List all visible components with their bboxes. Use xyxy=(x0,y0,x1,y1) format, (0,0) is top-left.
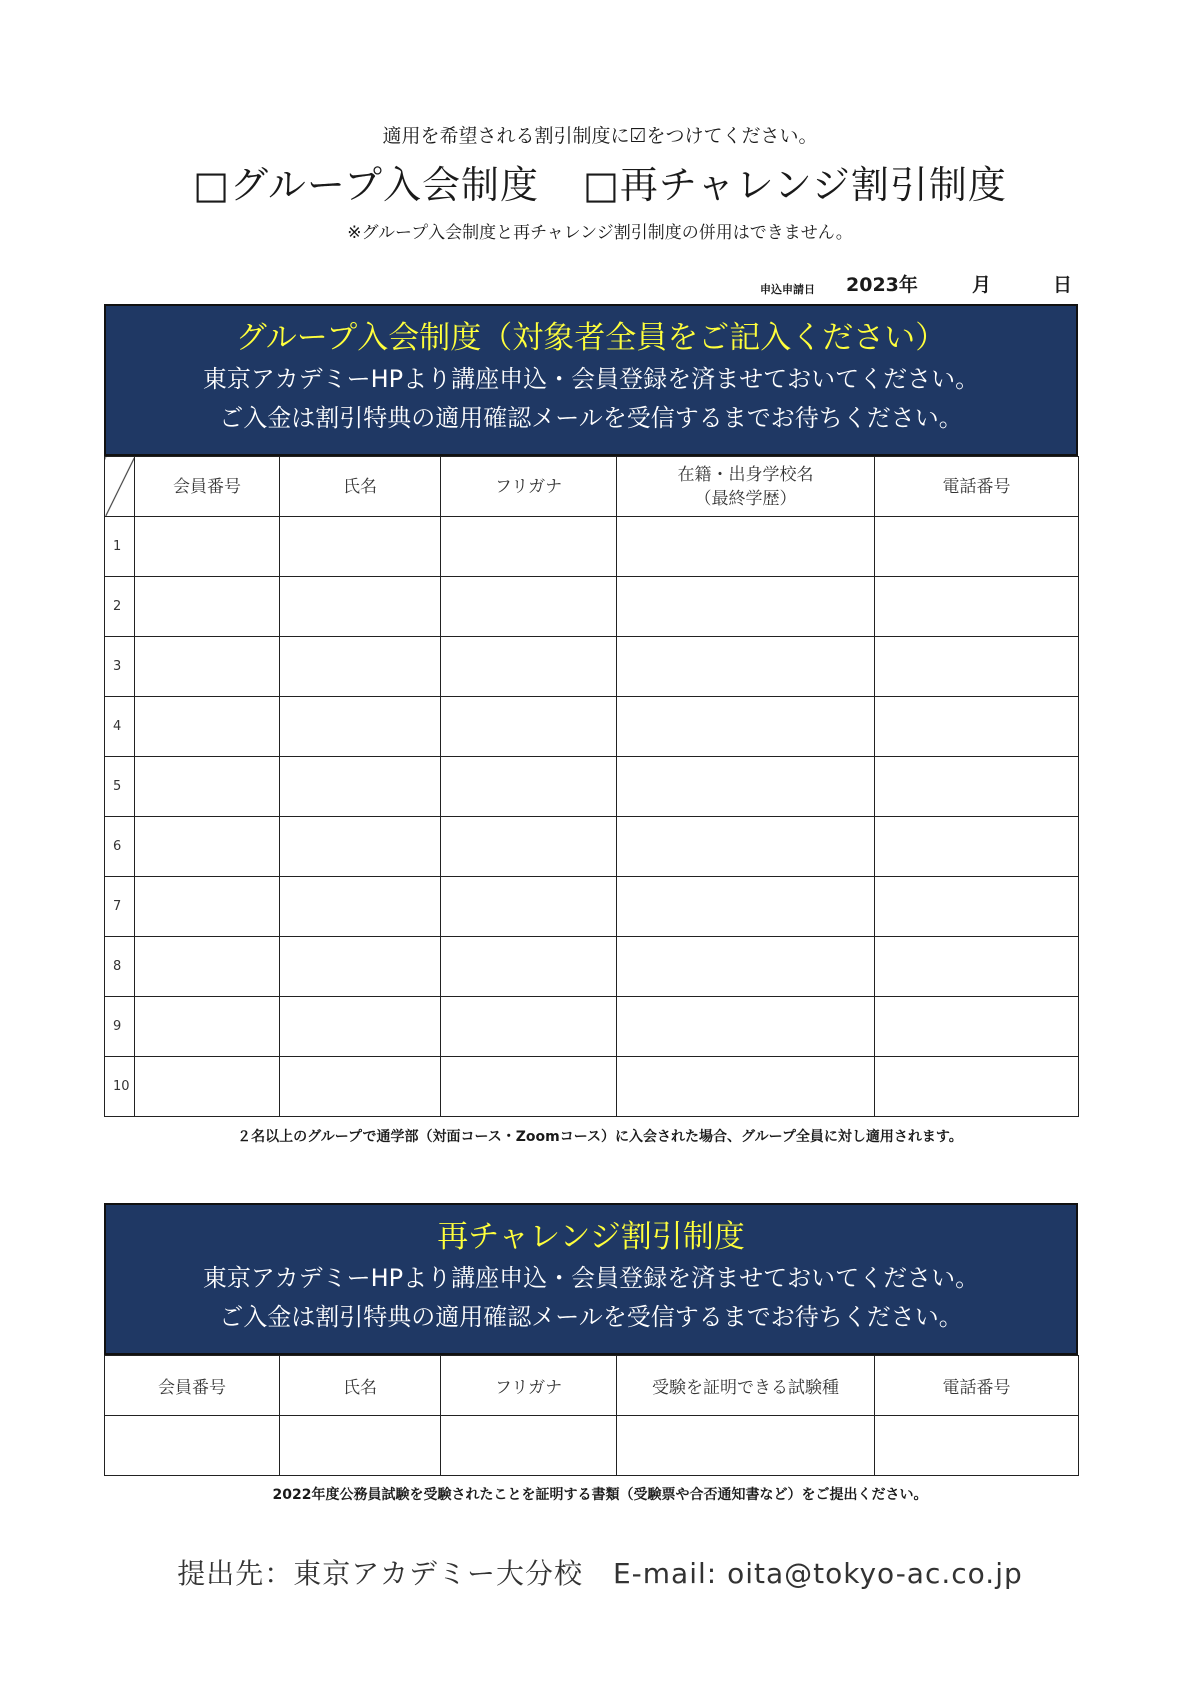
table-row xyxy=(105,577,1079,637)
furigana-field[interactable] xyxy=(441,817,617,877)
furigana-field[interactable] xyxy=(441,637,617,697)
school-field[interactable] xyxy=(617,877,875,937)
date-day: 日 xyxy=(1053,274,1073,296)
column-header-name: 氏名 xyxy=(280,457,441,517)
application-date xyxy=(760,273,1080,297)
school-field[interactable] xyxy=(617,697,875,757)
table-row xyxy=(105,937,1079,997)
row-number: 8 xyxy=(105,937,135,997)
furigana-field[interactable] xyxy=(441,517,617,577)
member-number-field[interactable] xyxy=(135,757,280,817)
school-header-label: 在籍・出身学校名 xyxy=(677,464,814,485)
column-header-phone: 電話番号 xyxy=(875,457,1079,517)
school-field[interactable] xyxy=(617,757,875,817)
row-number: 2 xyxy=(105,577,135,637)
discount-options xyxy=(0,154,1200,209)
name-field[interactable] xyxy=(280,757,441,817)
furigana-field[interactable] xyxy=(441,877,617,937)
furigana-field[interactable] xyxy=(441,937,617,997)
group-footnote: ２名以上のグループで通学部（対面コース・Zoomコース）に入会された場合、グループ全員に対し適用されます。 xyxy=(237,1129,963,1145)
phone-field[interactable] xyxy=(875,997,1079,1057)
school-field[interactable] xyxy=(617,997,875,1057)
column-header-member-number: 会員番号 xyxy=(135,457,280,517)
member-number-field[interactable] xyxy=(105,1416,280,1476)
challenge-footnote: 2022年度公務員試験を受験されたことを証明する書類（受験票や合否通知書など）をご提出ください。 xyxy=(272,1487,928,1503)
phone-field[interactable] xyxy=(875,697,1079,757)
member-number-field[interactable] xyxy=(135,1057,280,1117)
group-title: グループ入会制度（対象者全員をご記入ください） xyxy=(235,320,947,356)
group-option-checkbox[interactable]: □グループ入会制度 xyxy=(193,163,539,207)
school-field[interactable] xyxy=(617,1057,875,1117)
submission-email[interactable]: E-mail: oita@tokyo-ac.co.jp xyxy=(612,1557,1023,1590)
furigana-field[interactable] xyxy=(441,697,617,757)
name-field[interactable] xyxy=(280,937,441,997)
member-number-field[interactable] xyxy=(135,817,280,877)
group-instruction-1: 東京アカデミーHPより講座申込・会員登録を済ませておいてください。 xyxy=(202,365,980,393)
school-field[interactable] xyxy=(617,517,875,577)
phone-field[interactable] xyxy=(875,637,1079,697)
submission-destination: 提出先：東京アカデミー大分校 xyxy=(177,1557,583,1590)
column-header-member-number: 会員番号 xyxy=(105,1356,280,1416)
row-number: 10 xyxy=(105,1057,135,1117)
challenge-instruction-1: 東京アカデミーHPより講座申込・会員登録を済ませておいてください。 xyxy=(202,1264,980,1292)
challenge-title: 再チャレンジ割引制度 xyxy=(437,1219,745,1255)
name-field[interactable] xyxy=(280,1416,441,1476)
phone-field[interactable] xyxy=(875,937,1079,997)
name-field[interactable] xyxy=(280,637,441,697)
furigana-field[interactable] xyxy=(441,577,617,637)
table-row xyxy=(105,637,1079,697)
instruction-text: 適用を希望される割引制度に☑をつけてください。 xyxy=(382,125,818,147)
challenge-option-checkbox[interactable]: □再チャレンジ割引制度 xyxy=(583,163,1007,207)
school-field[interactable] xyxy=(617,817,875,877)
challenge-banner xyxy=(104,1203,1078,1355)
row-number: 5 xyxy=(105,757,135,817)
row-number: 7 xyxy=(105,877,135,937)
member-number-field[interactable] xyxy=(135,997,280,1057)
date-month: 月 xyxy=(972,274,992,296)
column-header-name: 氏名 xyxy=(280,1356,441,1416)
phone-field[interactable] xyxy=(875,877,1079,937)
column-header-school xyxy=(617,457,875,517)
submission-info xyxy=(0,1552,1200,1592)
table-row xyxy=(105,697,1079,757)
name-field[interactable] xyxy=(280,1057,441,1117)
phone-field[interactable] xyxy=(875,1416,1079,1476)
corner-cell xyxy=(105,457,135,517)
column-header-phone: 電話番号 xyxy=(875,1356,1079,1416)
school-field[interactable] xyxy=(617,937,875,997)
name-field[interactable] xyxy=(280,877,441,937)
school-field[interactable] xyxy=(617,637,875,697)
school-field[interactable] xyxy=(617,577,875,637)
name-field[interactable] xyxy=(280,817,441,877)
group-member-table xyxy=(104,456,1079,1117)
table-row xyxy=(105,877,1079,937)
row-number: 4 xyxy=(105,697,135,757)
member-number-field[interactable] xyxy=(135,637,280,697)
date-label: 申込申請日 xyxy=(760,283,815,296)
row-number: 3 xyxy=(105,637,135,697)
challenge-instruction-2: ご入金は割引特典の適用確認メールを受信するまでお待ちください。 xyxy=(219,1303,963,1331)
member-number-field[interactable] xyxy=(135,877,280,937)
name-field[interactable] xyxy=(280,697,441,757)
table-row xyxy=(105,757,1079,817)
row-number: 1 xyxy=(105,517,135,577)
furigana-field[interactable] xyxy=(441,1057,617,1117)
member-number-field[interactable] xyxy=(135,697,280,757)
date-year: 2023年 xyxy=(846,274,918,296)
phone-field[interactable] xyxy=(875,817,1079,877)
name-field[interactable] xyxy=(280,997,441,1057)
table-row xyxy=(105,817,1079,877)
furigana-field[interactable] xyxy=(441,1416,617,1476)
name-field[interactable] xyxy=(280,517,441,577)
table-row xyxy=(105,1416,1079,1476)
combination-note: ※グループ入会制度と再チャレンジ割引制度の併用はできません。 xyxy=(347,223,853,243)
phone-field[interactable] xyxy=(875,1057,1079,1117)
name-field[interactable] xyxy=(280,577,441,637)
phone-field[interactable] xyxy=(875,757,1079,817)
row-number: 6 xyxy=(105,817,135,877)
group-banner xyxy=(104,304,1078,456)
school-header-sub: （最終学歴） xyxy=(694,488,797,509)
column-header-furigana: フリガナ xyxy=(441,1356,617,1416)
member-number-field[interactable] xyxy=(135,577,280,637)
exam-type-field[interactable] xyxy=(617,1416,875,1476)
group-instruction-2: ご入金は割引特典の適用確認メールを受信するまでお待ちください。 xyxy=(219,404,963,432)
challenge-applicant-table xyxy=(104,1355,1079,1476)
phone-field[interactable] xyxy=(875,517,1079,577)
column-header-exam-type: 受験を証明できる試験種 xyxy=(617,1356,875,1416)
member-number-field[interactable] xyxy=(135,517,280,577)
furigana-field[interactable] xyxy=(441,997,617,1057)
column-header-furigana: フリガナ xyxy=(441,457,617,517)
row-number: 9 xyxy=(105,997,135,1057)
table-row xyxy=(105,1057,1079,1117)
table-row xyxy=(105,997,1079,1057)
furigana-field[interactable] xyxy=(441,757,617,817)
member-number-field[interactable] xyxy=(135,937,280,997)
table-row xyxy=(105,517,1079,577)
phone-field[interactable] xyxy=(875,577,1079,637)
